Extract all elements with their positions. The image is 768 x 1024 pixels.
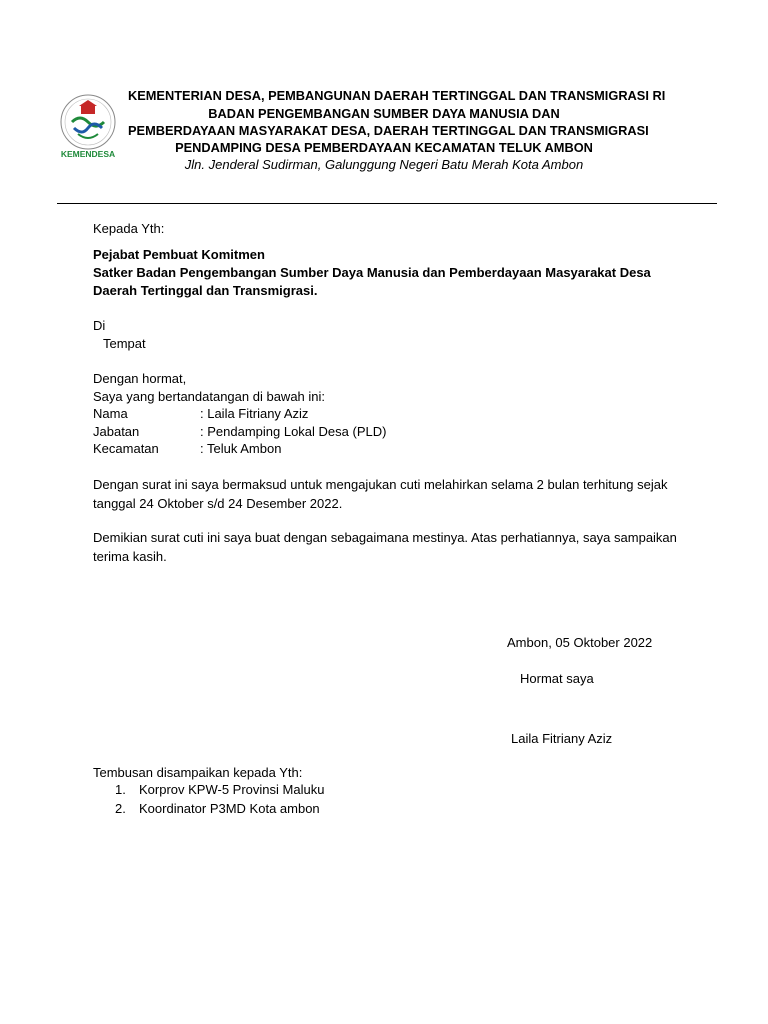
recipient-title: Pejabat Pembuat Komitmen: [93, 247, 265, 262]
recipient-office-cont: Daerah Tertinggal dan Transmigrasi.: [93, 283, 318, 298]
cc-item-text: Koordinator P3MD Kota ambon: [139, 801, 320, 816]
field-value-nama: : Laila Fitriany Aziz: [200, 406, 309, 421]
header-agency: BADAN PENGEMBANGAN SUMBER DAYA MANUSIA DAN: [208, 106, 560, 121]
place-date: Ambon, 05 Oktober 2022: [507, 635, 653, 650]
header-agency-cont: PEMBERDAYAAN MASYARAKAT DESA, DAERAH TERTINGGAL DAN TRANSMIGRASI: [128, 123, 649, 138]
kemendesa-emblem-icon: [48, 88, 128, 168]
closing-phrase: Hormat saya: [520, 671, 594, 686]
recipient-salutation: Kepada Yth:: [93, 221, 165, 236]
field-value-kecamatan: : Teluk Ambon: [200, 441, 282, 456]
kemendesa-logo: [48, 88, 128, 168]
paragraph-request: Dengan surat ini saya bermaksud untuk mengajukan cuti melahirkan selama 2 bulan terhitung sejak tanggal 24 Oktober s/d 24 Desember 2022.: [93, 477, 668, 511]
field-value-jabatan: : Pendamping Lokal Desa (PLD): [200, 424, 387, 439]
field-label-nama: Nama: [93, 406, 128, 421]
recipient-office: Satker Badan Pengembangan Sumber Daya Manusia dan Pemberdayaan Masyarakat Desa: [93, 265, 651, 280]
field-label-jabatan: Jabatan: [93, 424, 140, 439]
signatory-name: Laila Fitriany Aziz: [511, 731, 613, 746]
recipient-di: Di: [93, 318, 106, 333]
cc-heading: Tembusan disampaikan kepada Yth:: [93, 765, 303, 780]
greeting: Dengan hormat,: [93, 371, 187, 386]
recipient-tempat: Tempat: [103, 336, 146, 351]
header-unit: PENDAMPING DESA PEMBERDAYAAN KECAMATAN TELUK AMBON: [175, 140, 593, 155]
header-address: Jln. Jenderal Sudirman, Galunggung Negeri Batu Merah Kota Ambon: [184, 157, 584, 172]
field-label-kecamatan: Kecamatan: [93, 441, 159, 456]
logo-text: KEMENDESA: [60, 149, 116, 159]
header-ministry: KEMENTERIAN DESA, PEMBANGUNAN DAERAH TERTINGGAL DAN TRANSMIGRASI RI: [128, 88, 666, 103]
intro-line: Saya yang bertandatangan di bawah ini:: [93, 389, 326, 404]
header-divider: [57, 203, 717, 204]
cc-item-number: 2.: [115, 801, 126, 816]
cc-item-number: 1.: [115, 782, 126, 797]
paragraph-closing: Demikian surat cuti ini saya buat dengan sebagaimana mestinya. Atas perhatiannya, saya sampaikan terima kasih.: [93, 530, 677, 564]
cc-item-text: Korprov KPW-5 Provinsi Maluku: [139, 782, 325, 797]
